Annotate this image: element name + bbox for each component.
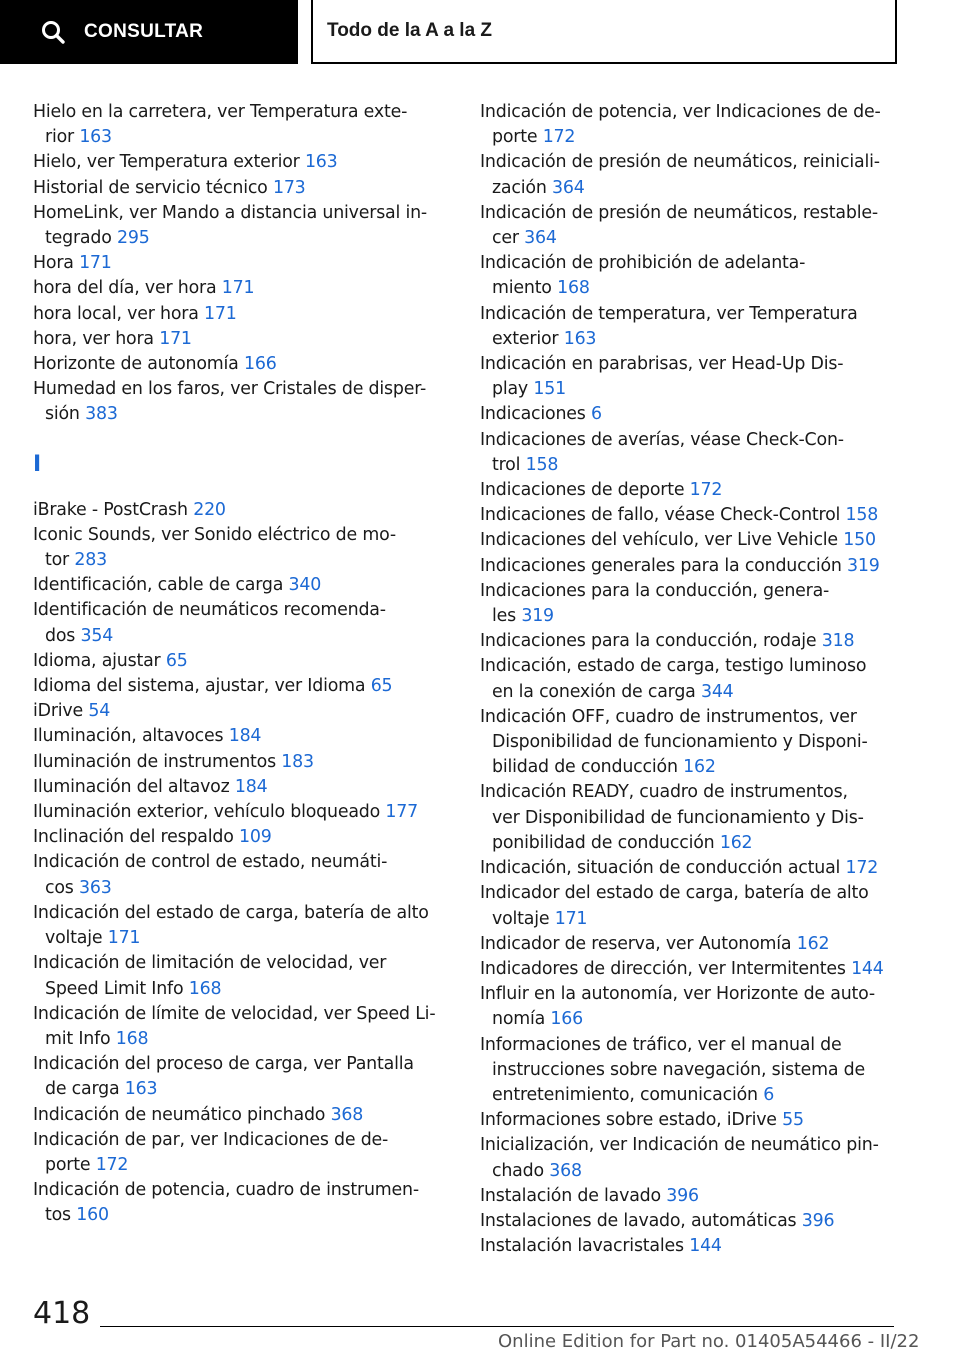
- index-entry: [480, 780, 900, 856]
- index-entry: [33, 800, 453, 825]
- page-reference-link[interactable]: 383: [85, 404, 118, 425]
- index-entry: [480, 932, 900, 957]
- page-reference-link[interactable]: 295: [116, 228, 150, 249]
- index-group-i: [33, 498, 453, 1229]
- page-reference-link[interactable]: 319: [847, 555, 880, 576]
- page-reference-link[interactable]: 6: [590, 404, 602, 425]
- page-reference-link[interactable]: 163: [563, 328, 597, 349]
- index-entry: [480, 1133, 900, 1183]
- index-entry: [33, 1002, 453, 1052]
- letter-heading-i: I: [33, 451, 42, 477]
- index-entry: [480, 1033, 900, 1109]
- page-reference-link[interactable]: 163: [79, 127, 112, 148]
- page-reference-link[interactable]: 364: [551, 177, 585, 198]
- index-entry-text: Indicación del estado de carga, batería de alto voltaje: [33, 902, 429, 949]
- page-reference-link[interactable]: 160: [76, 1205, 109, 1226]
- index-entry: [480, 705, 900, 781]
- page-reference-link[interactable]: 162: [683, 757, 716, 778]
- page-reference-link[interactable]: 168: [557, 278, 590, 299]
- index-entry: [33, 850, 453, 900]
- index-entry-text: Indicación de par, ver Indicaciones de de- porte: [33, 1129, 389, 1175]
- page-reference-link[interactable]: 65: [370, 676, 393, 697]
- page-reference-link[interactable]: 171: [554, 908, 588, 929]
- index-entry: [33, 775, 453, 800]
- index-entry-text: Indicación de limitación de velocidad, ver Speed Limit Info: [33, 953, 387, 999]
- index-entry: [33, 724, 453, 749]
- index-entry-text: Humedad en los faros, ver Cristales de disper- sión: [33, 379, 427, 425]
- index-entry: [480, 1209, 900, 1234]
- index-entry-text: Inclinación del respaldo: [33, 827, 239, 848]
- page-reference-link[interactable]: 340: [288, 575, 322, 596]
- index-entry-text: Iluminación de instrumentos: [33, 751, 282, 772]
- index-entry: [480, 881, 900, 931]
- page-reference-link[interactable]: 173: [272, 177, 306, 198]
- index-entry: [33, 201, 453, 251]
- index-entry: [33, 100, 453, 150]
- page-reference-link[interactable]: 319: [521, 606, 554, 627]
- index-entry: [480, 856, 900, 881]
- index-entry-text: Indicación, estado de carga, testigo luminoso en la conexión de carga: [480, 656, 867, 702]
- index-entry: [33, 649, 453, 674]
- index-entry-text: Indicador de reserva, ver Autonomía: [480, 933, 797, 954]
- index-entry-text: Indicaciones de averías, véase Check-Con- trol: [480, 429, 844, 475]
- page-reference-link[interactable]: 150: [843, 530, 876, 551]
- index-entry-text: Indicaciones: [480, 404, 591, 425]
- index-entry: [33, 573, 453, 598]
- page-reference-link[interactable]: 166: [550, 1009, 584, 1030]
- index-entry-text: Hielo en la carretera, ver Temperatura exte- rior: [33, 102, 408, 148]
- search-icon: [40, 19, 66, 45]
- page-reference-link[interactable]: 171: [159, 328, 192, 349]
- page-reference-link[interactable]: 171: [107, 928, 141, 949]
- index-entry: [33, 176, 453, 201]
- page-reference-link[interactable]: 158: [525, 454, 559, 475]
- index-entry-text: Hora: [33, 253, 80, 274]
- index-entry: [480, 428, 900, 478]
- index-entry-text: Instalación de lavado: [480, 1185, 667, 1206]
- index-entry-text: Indicación READY, cuadro de instrumentos, ver Disponibilidad de funcionamiento y Dis- ponibilidad de conducción: [480, 782, 864, 853]
- index-entry-text: Indicaciones de fallo, véase Check-Control: [480, 505, 846, 526]
- index-entry-text: Indicación de temperatura, ver Temperatura exterior: [480, 303, 858, 349]
- page-reference-link[interactable]: 177: [385, 802, 419, 823]
- index-entry-text: Indicaciones del vehículo, ver Live Vehicle: [480, 530, 844, 551]
- index-entry: [480, 100, 900, 150]
- index-entry-text: Indicación de control de estado, neumáti- cos: [33, 852, 388, 898]
- index-entry-text: Iluminación, altavoces: [33, 726, 229, 747]
- page-reference-link[interactable]: 396: [666, 1185, 699, 1206]
- page-reference-link[interactable]: 283: [74, 550, 107, 571]
- page-reference-link[interactable]: 171: [204, 303, 237, 324]
- index-entry: [480, 1108, 900, 1133]
- index-entry: [480, 1184, 900, 1209]
- page-reference-link[interactable]: 151: [533, 379, 566, 400]
- index-entry: [480, 654, 900, 704]
- index-entry-text: Indicaciones para la conducción, genera- les: [480, 580, 830, 627]
- index-entry: [480, 302, 900, 352]
- page-reference-link[interactable]: 183: [281, 751, 314, 772]
- page-reference-link[interactable]: 163: [304, 152, 338, 173]
- page-reference-link[interactable]: 162: [719, 832, 753, 853]
- index-entry-text: Indicación, situación de conducción actual: [480, 858, 846, 879]
- index-entry-text: Indicadores de dirección, ver Intermitentes: [480, 958, 852, 979]
- index-entry-text: iDrive: [33, 701, 89, 722]
- index-entry: [33, 1103, 453, 1128]
- page-reference-link[interactable]: 318: [821, 631, 855, 652]
- page-reference-link[interactable]: 344: [700, 681, 734, 702]
- index-entry: [480, 352, 900, 402]
- index-entry: [33, 1178, 453, 1228]
- index-entry-text: Informaciones de tráfico, ver el manual de instrucciones sobre navegación, sistema de entretenimiento, comunicación: [480, 1034, 865, 1105]
- index-entry: [33, 251, 453, 276]
- index-entry: [33, 674, 453, 699]
- index-entry-text: Identificación, cable de carga: [33, 575, 289, 596]
- index-entry: [480, 629, 900, 654]
- page-reference-link[interactable]: 172: [95, 1154, 129, 1175]
- search-tab-label: CONSULTAR: [84, 21, 204, 42]
- index-entry-text: Influir en la autonomía, ver Horizonte de auto- nomía: [480, 984, 875, 1030]
- page-reference-link[interactable]: 172: [845, 858, 879, 879]
- index-entry: [33, 951, 453, 1001]
- page-reference-link[interactable]: 363: [79, 877, 112, 898]
- page-reference-link[interactable]: 109: [239, 827, 272, 848]
- index-column-left: [33, 100, 453, 1229]
- index-entry: [33, 150, 453, 175]
- index-entry-text: Historial de servicio técnico: [33, 177, 273, 198]
- index-entry-text: Informaciones sobre estado, iDrive: [480, 1110, 783, 1131]
- index-entry-text: Iluminación del altavoz: [33, 776, 235, 797]
- page-reference-link[interactable]: 54: [88, 701, 111, 722]
- index-entry: [33, 750, 453, 775]
- index-entry-text: Indicación de potencia, ver Indicaciones de de- porte: [480, 102, 881, 148]
- page-reference-link[interactable]: 368: [330, 1104, 364, 1125]
- header: [0, 0, 960, 66]
- page-reference-link[interactable]: 168: [188, 978, 222, 999]
- index-entry: [33, 1128, 453, 1178]
- page-reference-link[interactable]: 172: [689, 480, 723, 501]
- index-entry-text: Indicador del estado de carga, batería de alto voltaje: [480, 883, 869, 929]
- page-reference-link[interactable]: 396: [801, 1210, 835, 1231]
- index-entry: [480, 554, 900, 579]
- index-entry-text: HomeLink, ver Mando a distancia universal in- tegrado: [33, 202, 427, 249]
- index-entry-text: Inicialización, ver Indicación de neumático pin- chado: [480, 1135, 879, 1181]
- page-reference-link[interactable]: 6: [763, 1084, 775, 1105]
- page-reference-link[interactable]: 172: [542, 127, 576, 148]
- index-entry-text: Indicaciones generales para la conducción: [480, 555, 848, 576]
- page-reference-link[interactable]: 354: [80, 625, 114, 646]
- index-entry-text: hora, ver hora: [33, 328, 160, 349]
- index-entry: [480, 150, 900, 200]
- index-entry-text: Indicación de potencia, cuadro de instrumen- tos: [33, 1180, 419, 1226]
- index-entry: [480, 478, 900, 503]
- index-entry-text: Indicación de neumático pinchado: [33, 1104, 331, 1125]
- page-reference-link[interactable]: 162: [796, 933, 830, 954]
- index-entry-text: Indicación de presión de neumáticos, restable- cer: [480, 202, 878, 249]
- section-title: Todo de la A a la Z: [327, 20, 493, 41]
- index-entry: [480, 1234, 900, 1259]
- index-entry-text: hora local, ver hora: [33, 303, 205, 324]
- index-column-right: [480, 100, 900, 1259]
- index-entry-text: Indicación de prohibición de adelanta- miento: [480, 253, 806, 299]
- index-entry: [480, 402, 900, 427]
- section-tab[interactable]: [311, 0, 897, 64]
- page-reference-link[interactable]: 166: [243, 354, 277, 375]
- index-entry: [33, 1052, 453, 1102]
- index-entry: [33, 327, 453, 352]
- index-entry: [33, 598, 453, 648]
- index-entry-text: Indicación en parabrisas, ver Head-Up Dis- play: [480, 354, 844, 400]
- index-entry: [480, 957, 900, 982]
- page-reference-link[interactable]: 171: [79, 253, 112, 274]
- page-reference-link[interactable]: 163: [124, 1079, 158, 1100]
- index-entry: [480, 503, 900, 528]
- footer-divider: [100, 1326, 894, 1327]
- index-entry: [33, 498, 453, 523]
- search-tab[interactable]: [0, 0, 298, 64]
- index-entry-text: Indicación de límite de velocidad, ver Speed Li- mit Info: [33, 1003, 436, 1049]
- page-reference-link[interactable]: 184: [228, 726, 262, 747]
- page-reference-link[interactable]: 364: [524, 228, 557, 249]
- page-reference-link[interactable]: 158: [845, 505, 879, 526]
- index-entry-text: Instalación lavacristales: [480, 1236, 690, 1257]
- index-entry-text: Indicación del proceso de carga, ver Pantalla de carga: [33, 1054, 414, 1100]
- index-group-i-continued: [480, 100, 900, 1259]
- page-reference-link[interactable]: 220: [193, 499, 226, 520]
- page-reference-link[interactable]: 144: [851, 958, 884, 979]
- index-entry: [33, 523, 453, 573]
- index-entry: [33, 302, 453, 327]
- index-entry-text: Hielo, ver Temperatura exterior: [33, 152, 305, 173]
- index-entry-text: Iluminación exterior, vehículo bloqueado: [33, 802, 386, 823]
- page-reference-link[interactable]: 368: [549, 1160, 582, 1181]
- index-entry-text: Idioma del sistema, ajustar, ver Idioma: [33, 676, 371, 697]
- page-reference-link[interactable]: 168: [115, 1028, 149, 1049]
- index-entry-text: Idioma, ajustar: [33, 650, 166, 671]
- page-number: 418: [33, 1296, 91, 1331]
- page-reference-link[interactable]: 65: [165, 650, 188, 671]
- index-entry-text: Indicaciones para la conducción, rodaje: [480, 631, 822, 652]
- index-entry-text: Indicaciones de deporte: [480, 480, 690, 501]
- index-entry-text: Indicación OFF, cuadro de instrumentos, ver Disponibilidad de funcionamiento y Disponi- bilidad de conducción: [480, 706, 868, 778]
- index-entry: [480, 201, 900, 251]
- index-entry: [33, 901, 453, 951]
- index-entry-text: Instalaciones de lavado, automáticas: [480, 1210, 802, 1231]
- index-entry-text: hora del día, ver hora: [33, 278, 222, 299]
- edition-text: Online Edition for Part no. 01405A54466 - II/22: [498, 1331, 920, 1352]
- index-entry-text: Iconic Sounds, ver Sonido eléctrico de mo- tor: [33, 524, 396, 571]
- index-entry: [33, 825, 453, 850]
- index-entry-text: Horizonte de autonomía: [33, 354, 244, 375]
- index-entry: [480, 251, 900, 301]
- index-entry-text: Indicación de presión de neumáticos, reiniciali- zación: [480, 152, 880, 198]
- index-entry-text: iBrake - PostCrash: [33, 499, 194, 520]
- page-reference-link[interactable]: 144: [689, 1236, 722, 1257]
- index-entry-text: Identificación de neumáticos recomenda- dos: [33, 600, 386, 646]
- index-entry: [33, 377, 453, 427]
- index-group-h: [33, 100, 453, 428]
- index-entry: [33, 352, 453, 377]
- index-entry: [33, 276, 453, 301]
- page-reference-link[interactable]: 184: [234, 776, 268, 797]
- index-entry: [480, 982, 900, 1032]
- index-entry: [33, 699, 453, 724]
- page-reference-link[interactable]: 171: [221, 278, 255, 299]
- index-entry: [480, 579, 900, 629]
- page-reference-link[interactable]: 55: [782, 1110, 804, 1131]
- index-entry: [480, 528, 900, 553]
